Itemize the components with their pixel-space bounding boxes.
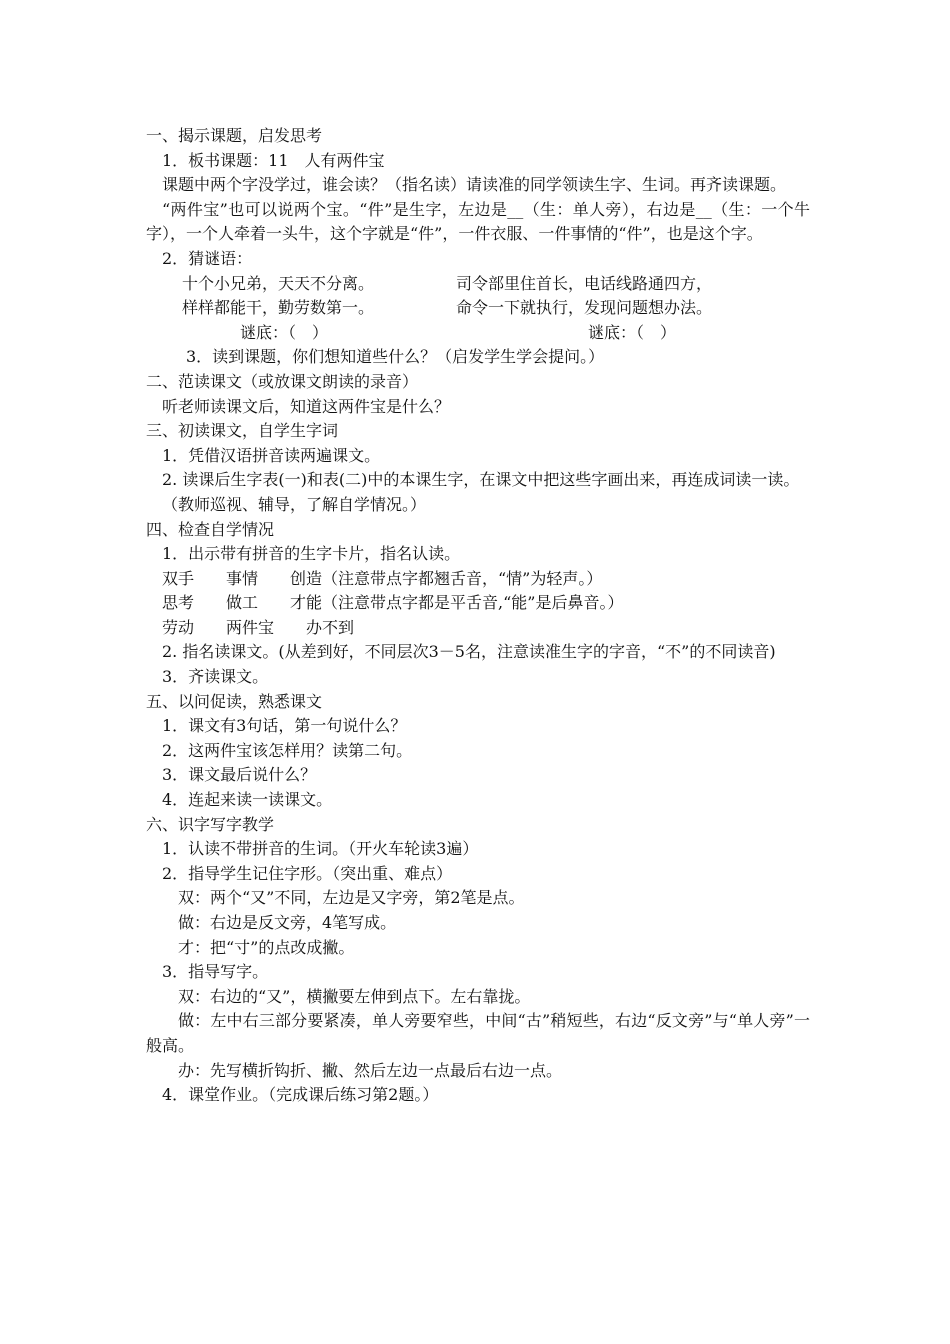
writing-note: 双：右边的“又”，横撇要左伸到点下。左右靠拢。: [178, 986, 531, 1006]
lesson-plan-document: [146, 124, 810, 1108]
item-5-2: 2．这两件宝该怎样用？读第二句。: [162, 740, 413, 760]
note: （教师巡视、辅导，了解自学情况。）: [162, 494, 427, 514]
item-5-1: 1．课文有3句话，第一句说什么？: [162, 716, 407, 736]
paragraph: 听老师读课文后，知道这两件宝是什么？: [162, 396, 451, 416]
item-1-3: 3．读到课题，你们想知道些什么？（启发学生学会提问。）: [186, 347, 605, 367]
word-row: 双手 事情 创造（注意带点字都翘舌音，“情”为轻声。）: [162, 568, 603, 588]
riddle-left: 样样都能干，勤劳数第一。: [182, 298, 375, 318]
word-row: 思考 做工 才能（注意带点字都是平舌音,“能”是后鼻音。）: [162, 593, 624, 613]
writing-note: 办：先写横折钩折、撇、然后左边一点最后右边一点。: [178, 1060, 563, 1080]
section-heading-3: 三、初读课文，自学生字词: [146, 421, 339, 441]
item-5-4: 4．连起来读一读课文。: [162, 790, 333, 810]
item-1-2: 2．猜谜语：: [162, 248, 253, 268]
word-row: 劳动 两件宝 办不到: [162, 617, 355, 637]
character-note: 做：右边是反文旁，4笔写成。: [178, 913, 397, 932]
item-6-4: 4．课堂作业。（完成课后练习第2题。）: [162, 1085, 439, 1105]
item-6-2: 2．指导学生记住字形。（突出重、难点）: [162, 863, 453, 883]
section-heading-1: 一、揭示课题，启发思考: [146, 126, 323, 145]
item-5-3: 3．课文最后说什么？: [162, 765, 317, 785]
item-3-1: 1．凭借汉语拼音读两遍课文。: [162, 445, 381, 465]
section-heading-5: 五、以问促读，熟悉课文: [146, 691, 323, 711]
item-3-2: 2. 读课后生字表(一)和表(二)中的本课生字，在课文中把这些字画出来，再连成词读一读。: [162, 470, 800, 490]
paragraph: “两件宝”也可以说两个宝。“件”是生字，左边是__（生：单人旁），右边是__（生：一个牛字），一个人牵着一头牛，这个字就是“件”，一件衣服、一件事情的“件”，也是这个字。: [146, 199, 810, 244]
item-4-2: 2. 指名读课文。(从差到好，不同层次3－5名，注意读准生字的字音，“不”的不同读音): [162, 642, 776, 662]
section-heading-2: 二、范读课文（或放课文朗读的录音）: [146, 371, 419, 391]
riddle-answer-row: [146, 321, 810, 346]
item-4-1: 1．出示带有拼音的生字卡片，指名认读。: [162, 544, 461, 564]
item-6-3: 3．指导写字。: [162, 962, 269, 982]
riddle-left: 十个小兄弟，天天不分离。: [182, 273, 375, 293]
riddle-row: [146, 296, 810, 321]
riddle-answer-right: 谜底：（ ）: [588, 322, 677, 342]
section-heading-6: 六、识字写字教学: [146, 814, 275, 834]
writing-note: 做：左中右三部分要紧凑，单人旁要窄些，中间“古”稍短些，右边“反文旁”与“单人旁”一般高。: [146, 1011, 810, 1055]
character-note: 双：两个“又”不同，左边是又字旁，第2笔是点。: [178, 888, 525, 908]
section-heading-4: 四、检查自学情况: [146, 519, 275, 539]
item-1-1: 1．板书课题：11 人有两件宝: [162, 150, 385, 170]
item-6-1: 1．认读不带拼音的生词。（开火车轮读3遍）: [162, 839, 479, 859]
riddle-answer-left: 谜底：（ ）: [240, 322, 329, 342]
riddle-right: 命令一下就执行，发现问题想办法。: [456, 298, 713, 318]
riddle-right: 司令部里住首长，电话线路通四方，: [456, 273, 713, 293]
paragraph: 课题中两个字没学过，谁会读？（指名读）请读准的同学领读生字、生词。再齐读课题。: [162, 175, 787, 195]
character-note: 才：把“寸”的点改成撇。: [178, 937, 355, 957]
riddle-row: [146, 272, 810, 297]
item-4-3: 3．齐读课文。: [162, 667, 269, 687]
